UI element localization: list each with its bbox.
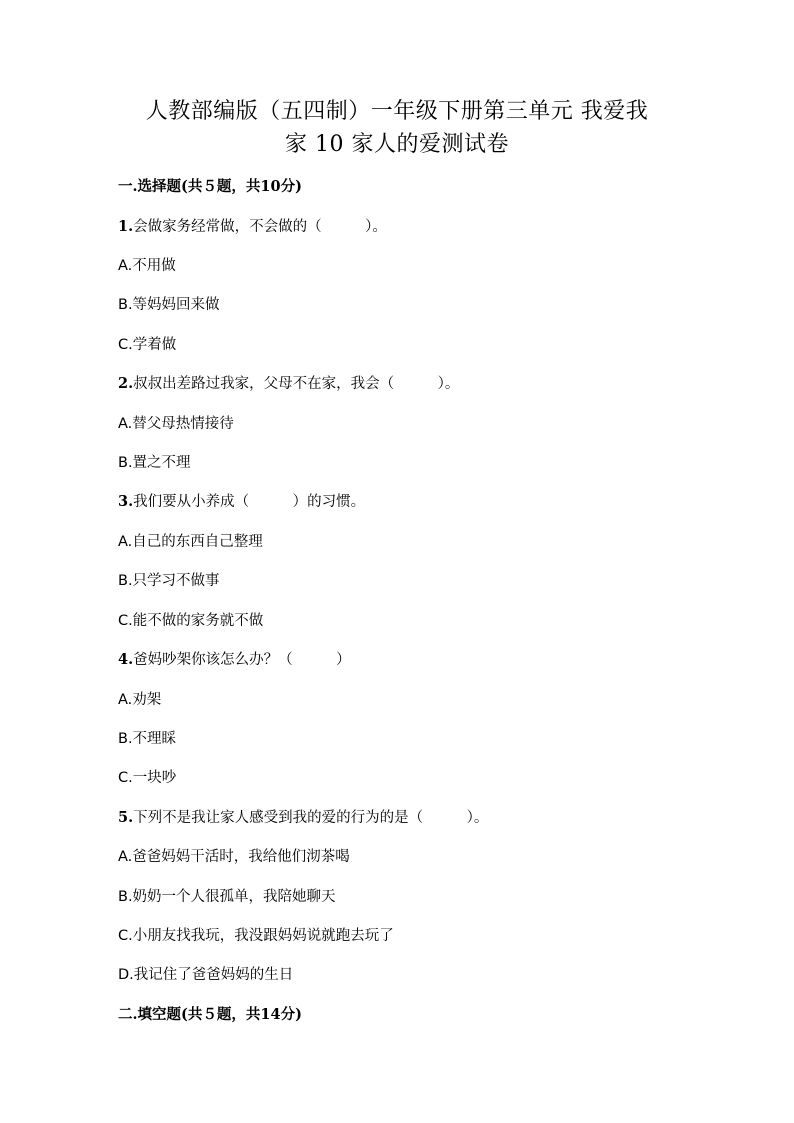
option-5c: C.小朋友找我玩，我没跟妈妈说就跑去玩了 bbox=[118, 928, 394, 944]
option-3a: A.自己的东西自己整理 bbox=[118, 534, 263, 550]
section-heading-choice: 一.选择题(共５题，共10分) bbox=[118, 178, 302, 195]
option-4b: B.不理睬 bbox=[118, 731, 177, 747]
question-number: 4. bbox=[118, 651, 134, 668]
question-3 bbox=[118, 492, 365, 512]
question-number: 2. bbox=[118, 375, 134, 392]
option-5d: D.我记住了爸爸妈妈的生日 bbox=[118, 967, 294, 983]
option-1c: C.学着做 bbox=[118, 337, 177, 353]
question-2 bbox=[118, 374, 459, 394]
question-number: 5. bbox=[118, 809, 134, 826]
question-text: 爸妈吵架你该怎么办？（ ） bbox=[133, 652, 351, 668]
option-2a: A.替父母热情接待 bbox=[118, 416, 234, 432]
question-text: 会做家务经常做，不会做的（ ）。 bbox=[133, 219, 387, 235]
option-3c: C.能不做的家务就不做 bbox=[118, 613, 264, 629]
question-4 bbox=[118, 650, 351, 670]
page-title-line-2: 家 10 家人的爱测试卷 bbox=[285, 132, 509, 157]
option-4a: A.劝架 bbox=[118, 692, 162, 708]
option-1a: A.不用做 bbox=[118, 258, 176, 274]
section-heading-fill-blank: 二.填空题(共５题，共14分) bbox=[118, 1006, 302, 1023]
question-number: 3. bbox=[118, 493, 134, 510]
page-title-line-1: 人教部编版（五四制）一年级下册第三单元 我爱我 bbox=[145, 99, 649, 124]
question-text: 下列不是我让家人感受到我的爱的行为的是（ ）。 bbox=[133, 810, 489, 826]
option-3b: B.只学习不做事 bbox=[118, 573, 220, 589]
question-text: 叔叔出差路过我家，父母不在家，我会（ ）。 bbox=[133, 376, 460, 392]
question-1 bbox=[118, 217, 387, 237]
question-5 bbox=[118, 808, 488, 828]
option-1b: B.等妈妈回来做 bbox=[118, 297, 220, 313]
option-2b: B.置之不理 bbox=[118, 455, 191, 471]
question-number: 1. bbox=[118, 218, 134, 235]
option-4c: C.一块吵 bbox=[118, 770, 177, 786]
question-text: 我们要从小养成（ ）的习惯。 bbox=[133, 494, 366, 510]
option-5a: A.爸爸妈妈干活时，我给他们沏茶喝 bbox=[118, 849, 350, 865]
option-5b: B.奶奶一个人很孤单，我陪她聊天 bbox=[118, 889, 336, 905]
